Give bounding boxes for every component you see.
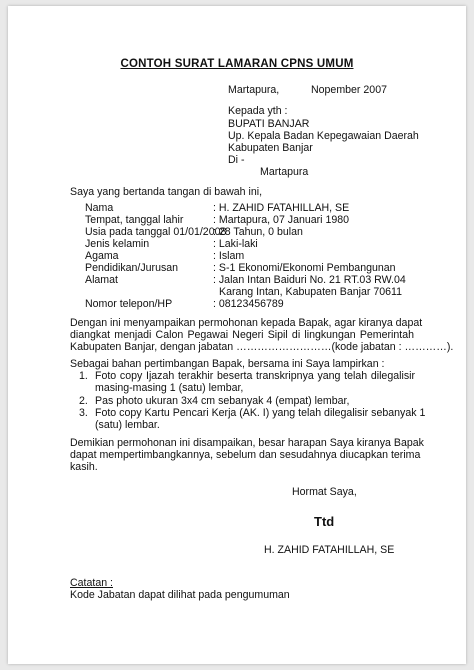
attachment-item	[95, 395, 415, 407]
paragraph-line: Dengan ini menyampaikan permohonan kepada Bapak, agar kiranya dapat	[70, 317, 423, 329]
identity-value: : 08123456789	[213, 298, 284, 310]
identity-value: : Islam	[213, 250, 245, 262]
note-heading: Catatan :	[70, 577, 113, 589]
attachment-line: masing-masing 1 (satu) lembar,	[95, 382, 244, 395]
identity-label: Pendidikan/Jurusan	[85, 262, 179, 274]
signer-name: H. ZAHID FATAHILLAH, SE	[264, 544, 395, 556]
identity-label: Tempat, tanggal lahir	[85, 214, 184, 226]
identity-value: : S-1 Ekonomi/Ekonomi Pembangunan	[213, 262, 396, 274]
identity-label: Nama	[85, 202, 114, 214]
identity-label: Alamat	[85, 274, 118, 286]
signature-mark: Ttd	[314, 514, 335, 529]
paragraph-line: dapat mempertimbangkannya, sebelum dan sesudahnya diucapkan terima	[70, 449, 421, 462]
recipient-greeting: Kepada yth :	[228, 105, 288, 117]
identity-value: Karang Intan, Kabupaten Banjar 70611	[219, 286, 402, 298]
request-paragraph	[70, 317, 454, 354]
attachment-item	[95, 407, 426, 432]
identity-value: : 28 Tahun, 0 bulan	[213, 226, 303, 238]
letter-title: CONTOH SURAT LAMARAN CPNS UMUM	[120, 58, 354, 70]
recipient-line: Di -	[228, 154, 245, 166]
letter-date: Nopember 2007	[311, 84, 387, 96]
place: Martapura,	[228, 84, 280, 96]
identity-label: Agama	[85, 250, 119, 262]
attachment-number: 1.	[79, 370, 88, 382]
identity-value: : H. ZAHID FATAHILLAH, SE	[213, 202, 350, 214]
identity-value: : Jalan Intan Baiduri No. 21 RT.03 RW.04	[213, 274, 406, 286]
identity-label: Nomor telepon/HP	[85, 298, 173, 310]
note-text: Kode Jabatan dapat dilihat pada pengumuman	[70, 589, 290, 601]
attachment-line: (satu) lembar.	[95, 419, 160, 432]
attachment-item	[95, 370, 415, 394]
attachment-line: Foto copy Kartu Pencari Kerja (AK. I) yang telah dilegalisir sebanyak 1	[95, 407, 426, 419]
intro-text: Saya yang bertanda tangan di bawah ini,	[70, 186, 263, 198]
recipient-line: Kabupaten Banjar	[228, 142, 313, 154]
identity-value: : Martapura, 07 Januari 1980	[213, 214, 350, 226]
attachment-number: 3.	[79, 407, 88, 419]
recipient-line: Up. Kepala Badan Kepegawaian Daerah	[228, 130, 419, 142]
attachment-number: 2.	[79, 395, 88, 407]
attachment-line: Pas photo ukuran 3x4 cm sebanyak 4 (empat) lembar,	[95, 395, 350, 407]
attachment-line: Foto copy Ijazah terakhir beserta transkripnya yang telah dilegalisir	[95, 370, 415, 382]
paragraph-line: diangkat menjadi Calon Pegawai Negeri Sipil di lingkungan Pemerintah	[70, 329, 414, 342]
paragraph-line: Kabupaten Banjar, dengan jabatan ………………………(kode jabatan : …………).	[70, 341, 454, 354]
identity-label: Usia pada tanggal 01/01/2008	[85, 226, 227, 238]
paragraph-line: Demikian permohonan ini disampaikan, besar harapan Saya kiranya Bapak	[70, 437, 424, 449]
recipient-line: Martapura	[260, 166, 309, 178]
recipient-line: BUPATI BANJAR	[228, 118, 310, 130]
paragraph-line: kasih.	[70, 461, 98, 474]
attachments-intro: Sebagai bahan pertimbangan Bapak, bersama ini Saya lampirkan :	[70, 358, 385, 370]
closing-paragraph	[70, 437, 424, 474]
letter-page	[8, 6, 466, 664]
identity-label: Jenis kelamin	[85, 238, 150, 250]
salutation: Hormat Saya,	[292, 486, 357, 498]
identity-value: : Laki-laki	[213, 238, 258, 250]
